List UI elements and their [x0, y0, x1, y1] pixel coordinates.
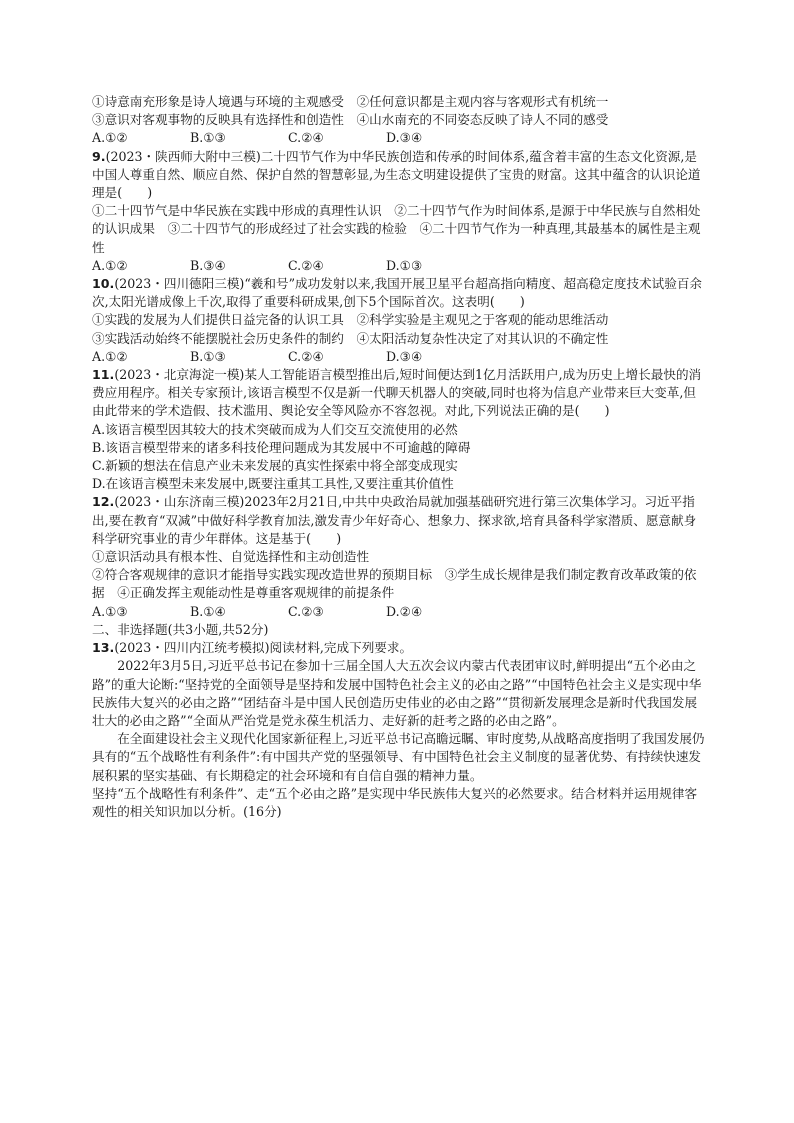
q13-stem: [92, 639, 707, 657]
q8-option-a: A.①②: [92, 130, 128, 146]
q9-option-a: A.①②: [92, 257, 128, 273]
q9-option-b: B.③④: [190, 257, 226, 273]
q8-option-b: B.①③: [190, 130, 226, 146]
q8-statement-1: ①诗意南充形象是诗人境遇与环境的主观感受: [92, 94, 344, 109]
q8-statement-2: ②任何意识都是主观内容与客观形式有机统一: [356, 94, 609, 109]
q12-option-a: A.①③: [92, 603, 128, 619]
q9-text: (2023・陕西师大附中三模)二十四节气作为中华民族创造和传承的时间体系,蕴含着丰富的生态文化资源,是中国人尊重自然、顺应自然、保护自然的智慧彰显,为生态文明建设提供了宝贵的财富。这其中蕴含的认识论道理是( ): [92, 148, 701, 201]
q12-option-b: B.①④: [190, 603, 226, 619]
q9-options: [92, 257, 707, 275]
q10-options: [92, 348, 707, 366]
q12-statements-2-4: ②符合客观规律的意识才能指导实践实现改造世界的预期目标 ③学生成长规律是我们制定教育改革政策的依据 ④正确发挥主观能动性是尊重客观规律的前提条件: [92, 567, 697, 601]
q10-option-a: A.①②: [92, 348, 128, 364]
q8-option-d: D.③④: [386, 130, 423, 146]
q10-stem: [92, 275, 707, 311]
q9-statements: ①二十四节气是中华民族在实践中形成的真理性认识 ②二十四节气作为时间体系,是源于中华民族与自然相处的认识成果 ③二十四节气的形成经过了社会实践的检验 ④二十四节气作为一种真理,其最基本的属性是主观性: [92, 203, 701, 255]
q13-text: (2023・四川内江统考模拟)阅读材料,完成下列要求。: [114, 640, 413, 656]
q11-option-a: A.该语言模型因其较大的技术突破而成为人们交互交流使用的必然: [92, 421, 458, 437]
q11-option-d: D.在该语言模型未来发展中,既要注重其工具性,又要注重其价值性: [92, 476, 454, 492]
q10-option-b: B.①③: [190, 348, 226, 364]
q12-stem: [92, 493, 707, 548]
q12-option-c: C.②③: [288, 603, 324, 619]
q8-options: [92, 129, 707, 147]
q9-option-c: C.②④: [288, 257, 324, 273]
q11-option-c: C.新颖的想法在信息产业未来发展的真实性探索中将全部变成现实: [92, 458, 458, 474]
q12-statement-1: ①意识活动具有根本性、自觉选择性和主动创造性: [92, 549, 370, 565]
section-heading: 二、非选择题(共3小题,共52分): [92, 621, 269, 637]
q8-statement-4: ④山水南充的不同姿态反映了诗人不同的感受: [356, 112, 609, 128]
q11-stem: [92, 366, 707, 421]
q10-number: 10.: [92, 276, 115, 292]
q12-number: 12.: [92, 494, 115, 510]
q11-option-b: B.该语言模型带来的诸多科技伦理问题成为其发展中不可逾越的障碍: [92, 439, 471, 455]
q11-number: 11.: [92, 367, 115, 383]
q10-option-d: D.③④: [386, 348, 423, 364]
q12-text: (2023・山东济南三模)2023年2月21日,中共中央政治局就加强基础研究进行第三次集体学习。习近平指出,要在教育“双减”中做好科学教育加法,激发青少年好奇心、想象力、探求欲,培育具备科学家潜质、愿意献身科学研究事业的青少年群体。这是基于( ): [92, 494, 697, 546]
q8-statement-3: ③意识对客观事物的反映具有选择性和创造性: [92, 112, 344, 128]
q9-number: 9.: [92, 148, 106, 164]
q10-statements-line-2: ③实践活动始终不能摆脱社会历史条件的制约 ④太阳活动复杂性决定了对其认识的不确定性: [92, 330, 609, 346]
q12-options: [92, 603, 707, 621]
q8-option-c: C.②④: [288, 130, 324, 146]
q9-stem: [92, 148, 707, 203]
q8-statements-line-2: [92, 111, 707, 129]
q12-option-d: D.②④: [386, 603, 423, 619]
q13-material-paragraph-2: 在全面建设社会主义现代化国家新征程上,习近平总书记高瞻远瞩、审时度势,从战略高度指明了我国发展仍具有的“五个战略性有利条件”:有中国共产党的坚强领导、有中国特色社会主义制度的显著优势、有持续快速发展积累的坚实基础、有长期稳定的社会环境和有自信自强的精神力量。: [92, 731, 705, 783]
q10-option-c: C.②④: [288, 348, 324, 364]
q10-text: (2023・四川德阳三模)“羲和号”成功发射以来,我国开展卫星平台超高指向精度、超高稳定度技术试验百余次,太阳光谱成像上千次,取得了重要科研成果,创下5个国际首次。这表明( ): [92, 276, 703, 310]
q13-number: 13.: [92, 640, 115, 656]
q8-statements-line-1: [92, 93, 707, 111]
q10-statements-line-1: ①实践的发展为人们提供日益完备的认识工具 ②科学实验是主观见之于客观的能动思维活动: [92, 312, 609, 328]
q13-material-paragraph-1: 2022年3月5日,习近平总书记在参加十三届全国人大五次会议内蒙古代表团审议时,鲜明提出“五个必由之路”的重大论断:“坚持党的全面领导是坚持和发展中国特色社会主义的必由之路”“中国特色社会主义是实现中华民族伟大复兴的必由之路”“团结奋斗是中国人民创造历史伟业的必由之路”“贯彻新发展理念是新时代我国发展壮大的必由之路”“全面从严治党是党永葆生机活力、走好新的赶考之路的必由之路”。: [92, 658, 702, 728]
q9-option-d: D.①③: [386, 257, 423, 273]
q11-text: (2023・北京海淀一模)某人工智能语言模型推出后,短时间便达到1亿月活跃用户,成为历史上增长最快的消费应用程序。相关专家预计,该语言模型不仅是新一代聊天机器人的突破,同时也将为信息产业带来巨大变革,但由此带来的学术造假、技术滥用、舆论安全等风险亦不容忽视。对此,下列说法正确的是( ): [92, 367, 702, 419]
q13-task: 坚持“五个战略性有利条件”、走“五个必由之路”是实现中华民族伟大复兴的必然要求。结合材料并运用规律客观性的相关知识加以分析。(16分): [92, 785, 698, 819]
exam-page: [92, 93, 707, 821]
